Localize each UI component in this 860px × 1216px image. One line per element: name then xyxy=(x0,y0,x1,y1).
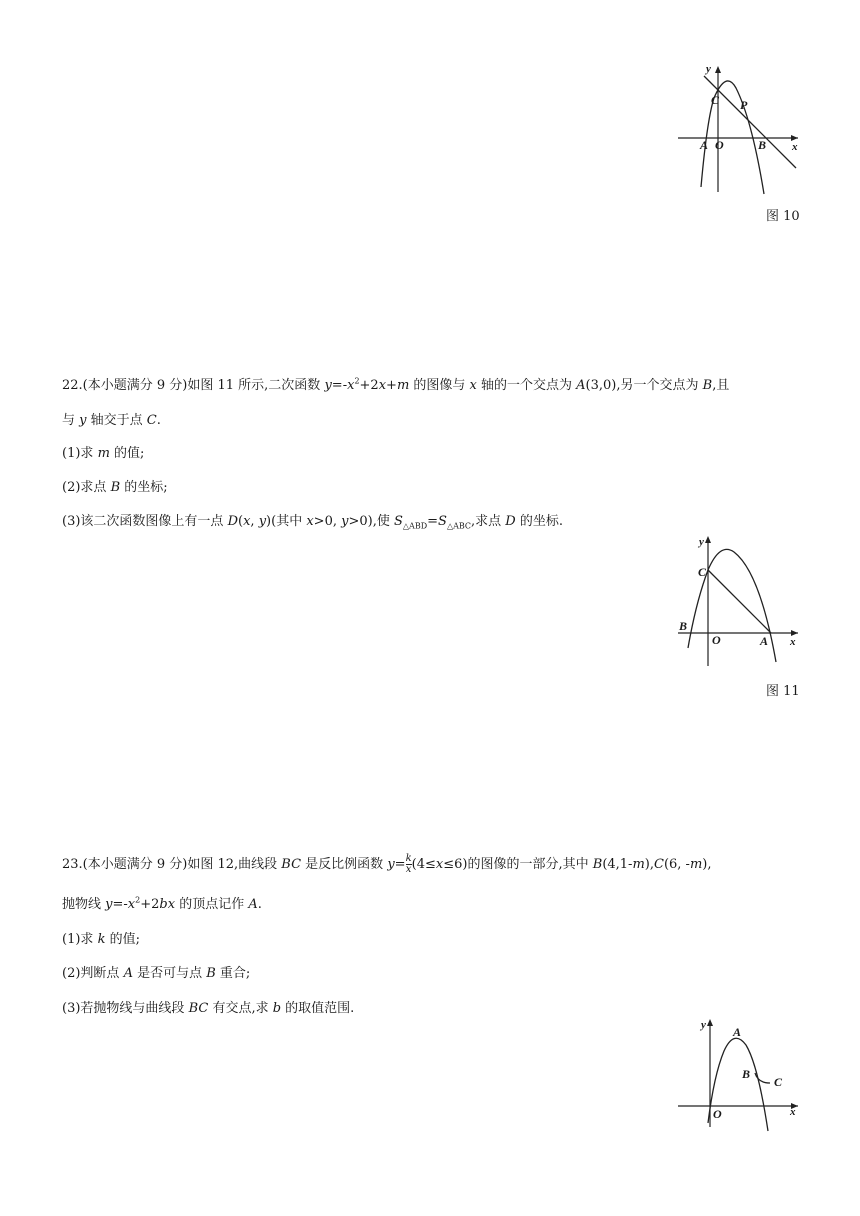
q22-line1: 22.(本小题满分 9 分)如图 11 所示,二次函数 $y=-x^2+2x+m$ 的图像与 x 轴的一个交点为 A(3,0),另一个交点为 B,且 xyxy=(62,376,730,393)
label-p: P xyxy=(740,98,748,112)
label-x: x xyxy=(792,141,798,153)
label-o: O xyxy=(712,633,721,647)
figure-10-caption: 图 10 xyxy=(766,209,800,224)
label-x: x xyxy=(790,636,796,648)
figure-12 xyxy=(672,1015,812,1135)
y-axis-arrow xyxy=(715,66,721,73)
label-c: C xyxy=(774,1075,783,1089)
figure-11-caption: 图 11 xyxy=(766,684,800,699)
label-o: O xyxy=(715,138,724,152)
label-y: y xyxy=(699,536,704,548)
figure-10 xyxy=(672,60,812,200)
label-c: C xyxy=(698,565,707,579)
q23-line1: 23.(本小题满分 9 分)如图 12,曲线段 BC 是反比例函数 y= $\frac{k}{x}$ (4≤x≤6)的图像的一部分,其中 B(4,1-m),C(6, -m), xyxy=(62,853,712,875)
label-b: B xyxy=(679,619,688,633)
q23-line2: 抛物线 $y=-x^2+2bx$ 的顶点记作 A. xyxy=(62,895,262,912)
q22-part1: (1)求 m 的值; xyxy=(62,446,145,461)
label-b: B xyxy=(758,138,767,152)
q23-part2: (2)判断点 A 是否可与点 B 重合; xyxy=(62,966,251,981)
q23-part1: (1)求 k 的值; xyxy=(62,932,140,947)
label-x: x xyxy=(790,1106,796,1118)
y-axis-arrow xyxy=(707,1019,713,1026)
label-o: O xyxy=(713,1107,722,1121)
q23-part3: (3)若抛物线与曲线段 BC 有交点,求 b 的取值范围. xyxy=(62,1001,355,1016)
q22-part3: (3)该二次函数图像上有一点 D(x, y)(其中 x>0, y>0),使 $S_{\triangle ABD}=S_{\triangle ABC}$,求点 D 的坐标. xyxy=(62,514,563,531)
figure-11 xyxy=(672,532,812,672)
label-a: A xyxy=(700,138,709,152)
label-b: B xyxy=(742,1067,751,1081)
q22-part2: (2)求点 B 的坐标; xyxy=(62,480,168,495)
label-a: A xyxy=(733,1025,742,1039)
label-c: C xyxy=(711,93,720,107)
label-y: y xyxy=(706,63,711,75)
y-axis-arrow xyxy=(705,536,711,543)
q22-line2: 与 y 轴交于点 C. xyxy=(62,413,161,428)
label-y: y xyxy=(701,1019,706,1031)
label-a: A xyxy=(760,634,769,648)
